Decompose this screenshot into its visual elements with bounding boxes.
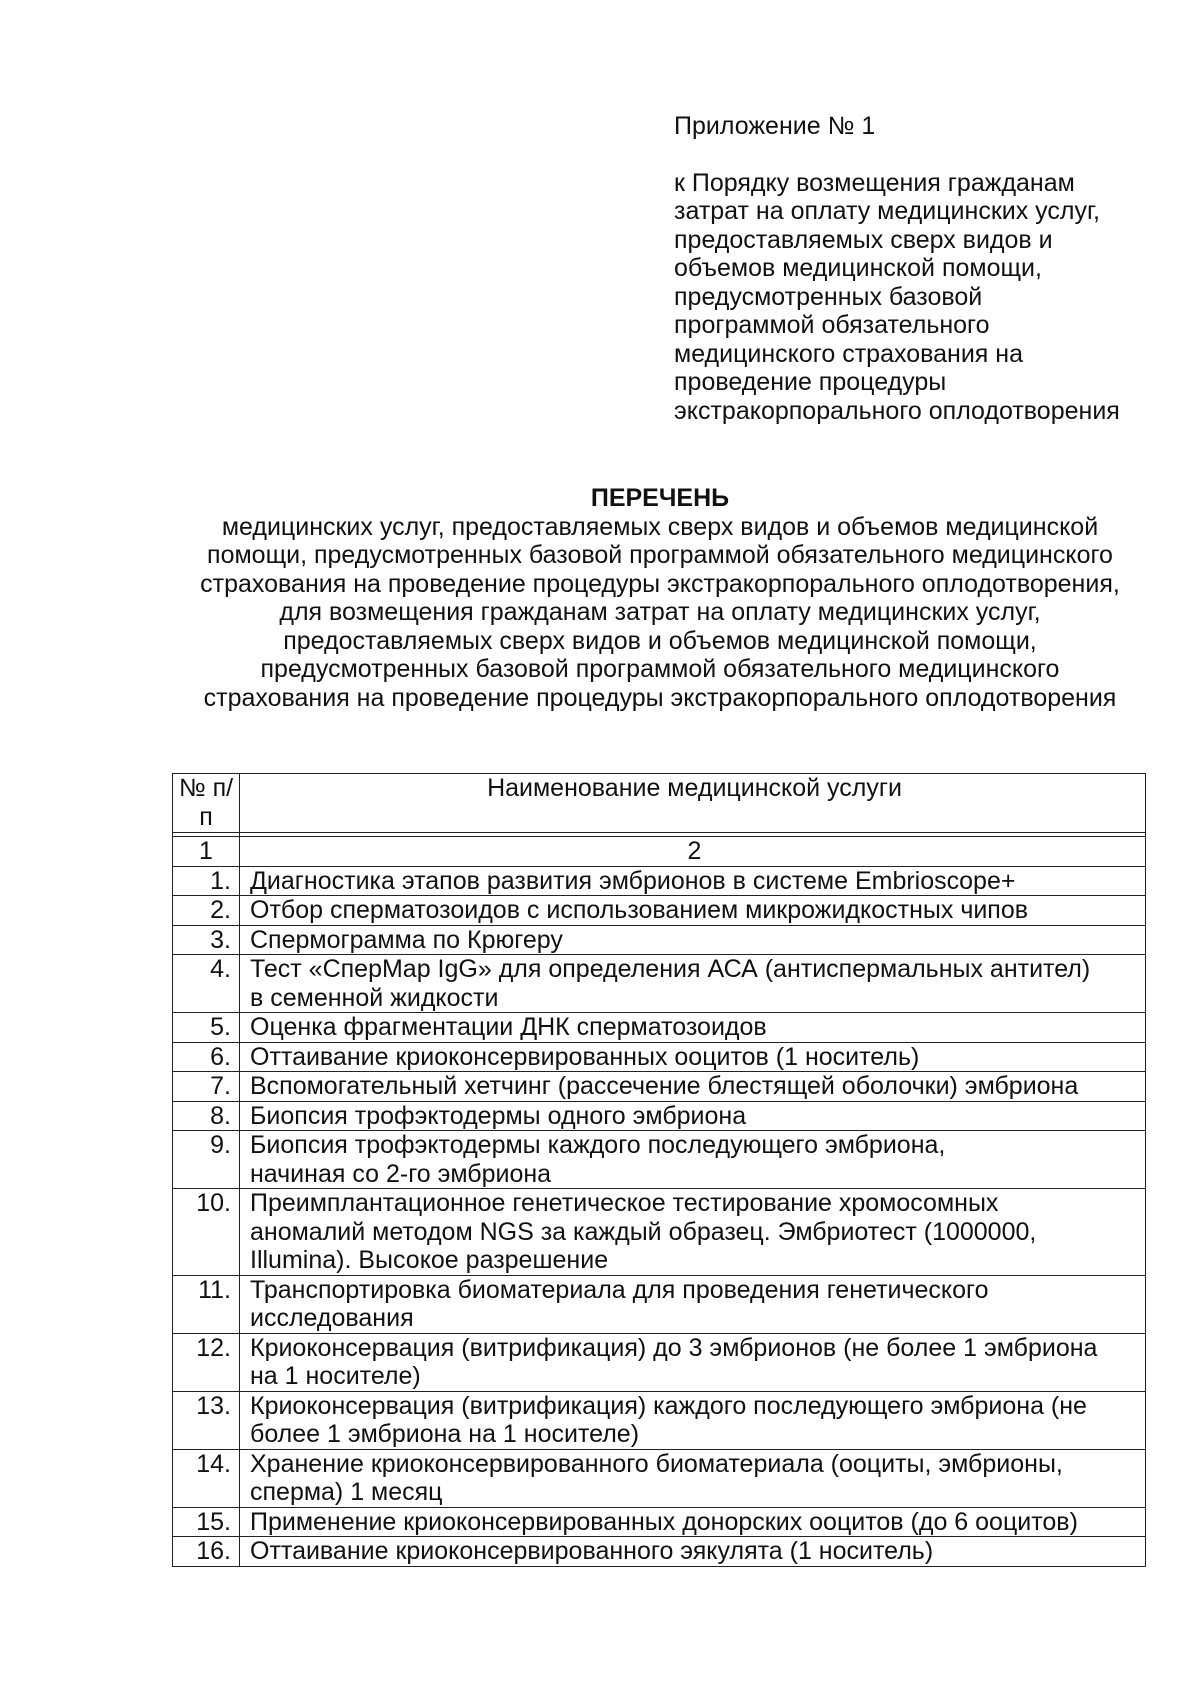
appendix-line: проведение процедуры xyxy=(674,368,947,396)
service-name-line: аномалий методом NGS за каждый образец. Эмбриотест (1000000, xyxy=(250,1217,1037,1246)
appendix-text xyxy=(674,169,1174,426)
service-name-cell xyxy=(240,1275,1146,1333)
table-row xyxy=(173,1131,1146,1189)
service-name-cell xyxy=(240,1013,1146,1043)
appendix-line: объемов медицинской помощи, xyxy=(674,254,1042,282)
column-index-cell: 2 xyxy=(240,837,1146,867)
services-table xyxy=(172,773,1146,1567)
service-name-line: в семенной жидкости xyxy=(250,983,499,1012)
header-name-cell: Наименование медицинской услуги xyxy=(240,774,1146,833)
row-number-cell: 6. xyxy=(173,1042,240,1072)
row-number-cell: 14. xyxy=(173,1449,240,1507)
service-name-line: Оценка фрагментации ДНК сперматозоидов xyxy=(250,1013,767,1041)
table-header-row xyxy=(173,774,1146,833)
row-number-cell: 15. xyxy=(173,1507,240,1537)
row-number-cell: 16. xyxy=(173,1537,240,1567)
service-name-line: Транспортировка биоматериала для проведения генетического xyxy=(250,1275,989,1304)
service-name-cell xyxy=(240,1042,1146,1072)
table-row xyxy=(173,1042,1146,1072)
service-name-line: Отбор сперматозоидов с использованием микрожидкостных чипов xyxy=(250,896,1029,924)
table-row xyxy=(173,896,1146,926)
row-number-cell: 11. xyxy=(173,1275,240,1333)
service-name-line: Хранение криоконсервированного биоматериала (ооциты, эмбрионы, xyxy=(250,1449,1063,1478)
row-number-cell: 5. xyxy=(173,1013,240,1043)
appendix-line: предусмотренных базовой xyxy=(674,282,983,311)
service-name-cell xyxy=(240,955,1146,1013)
service-name-line: Биопсия трофэктодермы каждого последующего эмбриона, xyxy=(250,1131,946,1159)
appendix-number: Приложение № 1 xyxy=(674,112,876,140)
heading-line: медицинских услуг, предоставляемых сверх видов и объемов медицинской xyxy=(221,512,1099,541)
service-name-line: начиная со 2-го эмбриона xyxy=(250,1159,552,1188)
table-row xyxy=(173,1275,1146,1333)
table-row xyxy=(173,1391,1146,1449)
service-name-line: Оттаивание криоконсервированного эякулята (1 носитель) xyxy=(250,1537,934,1565)
service-name-cell xyxy=(240,1189,1146,1276)
appendix-line: предоставляемых сверх видов и xyxy=(674,225,1053,254)
table-row xyxy=(173,1013,1146,1043)
service-name-cell xyxy=(240,1449,1146,1507)
table-row xyxy=(173,866,1146,896)
service-name-cell xyxy=(240,1391,1146,1449)
service-name-cell xyxy=(240,866,1146,896)
appendix-line: программой обязательного xyxy=(674,311,990,339)
heading-line: помощи, предусмотренных базовой программой обязательного медицинского xyxy=(207,541,1113,569)
column-index-cell: 1 xyxy=(173,837,240,867)
table-row xyxy=(173,1189,1146,1276)
table-row xyxy=(173,1449,1146,1507)
service-name-cell xyxy=(240,1072,1146,1102)
appendix-line: экстракорпорального оплодотворения xyxy=(674,396,1120,425)
service-name-cell xyxy=(240,1333,1146,1391)
service-name-line: Диагностика этапов развития эмбрионов в системе Embrioscope+ xyxy=(250,866,1016,895)
service-name-line: Применение криоконсервированных донорских ооцитов (до 6 ооцитов) xyxy=(250,1507,1078,1536)
row-number-cell: 3. xyxy=(173,925,240,955)
document-heading xyxy=(140,484,1180,712)
heading-line: предусмотренных базовой программой обязательного медицинского xyxy=(260,655,1060,683)
service-name-line: Криоконсервация (витрификация) до 3 эмбрионов (не более 1 эмбриона xyxy=(250,1333,1098,1362)
appendix-line: к Порядку возмещения гражданам xyxy=(674,168,1075,197)
table-row xyxy=(173,1101,1146,1131)
table-row xyxy=(173,1072,1146,1102)
document-title: ПЕРЕЧЕНЬ xyxy=(590,484,730,512)
row-number-cell: 2. xyxy=(173,896,240,926)
row-number-cell: 13. xyxy=(173,1391,240,1449)
row-number-cell: 1. xyxy=(173,866,240,896)
table-row xyxy=(173,1537,1146,1567)
service-name-line: более 1 эмбриона на 1 носителе) xyxy=(250,1420,640,1448)
service-name-line: Вспомогательный хетчинг (рассечение блестящей оболочки) эмбриона xyxy=(250,1072,1079,1100)
row-number-cell: 4. xyxy=(173,955,240,1013)
header-num-cell: № п/п xyxy=(173,774,240,833)
row-number-cell: 9. xyxy=(173,1131,240,1189)
service-name-line: Преимплантационное генетическое тестирование хромосомных xyxy=(250,1189,999,1217)
appendix-line: медицинского страхования на xyxy=(674,339,1023,368)
service-name-line: Illumina). Высокое разрешение xyxy=(250,1246,609,1274)
column-index-row xyxy=(173,837,1146,867)
service-name-line: Криоконсервация (витрификация) каждого последующего эмбриона (не xyxy=(250,1391,1087,1420)
table-row xyxy=(173,955,1146,1013)
heading-line: для возмещения гражданам затрат на оплату медицинских услуг, xyxy=(279,598,1041,626)
service-name-line: на 1 носителе) xyxy=(250,1362,421,1390)
service-name-cell xyxy=(240,896,1146,926)
table-row xyxy=(173,925,1146,955)
table-row xyxy=(173,1507,1146,1537)
service-name-line: Биопсия трофэктодермы одного эмбриона xyxy=(250,1101,747,1130)
table-row xyxy=(173,1333,1146,1391)
heading-line: предоставляемых сверх видов и объемов медицинской помощи, xyxy=(283,626,1037,655)
row-number-cell: 10. xyxy=(173,1189,240,1276)
service-name-line: сперма) 1 месяц xyxy=(250,1478,443,1506)
heading-line: страхования на проведение процедуры экстракорпорального оплодотворения, xyxy=(200,569,1120,598)
service-name-line: Спермограмма по Крюгеру xyxy=(250,925,563,954)
service-name-cell xyxy=(240,1101,1146,1131)
heading-line: страхования на проведение процедуры экстракорпорального оплодотворения xyxy=(203,683,1117,712)
row-number-cell: 12. xyxy=(173,1333,240,1391)
service-name-cell xyxy=(240,1507,1146,1537)
appendix-line: затрат на оплату медицинских услуг, xyxy=(674,197,1100,225)
row-number-cell: 8. xyxy=(173,1101,240,1131)
service-name-line: Оттаивание криоконсервированных ооцитов (1 носитель) xyxy=(250,1042,920,1071)
appendix-block xyxy=(674,112,1174,425)
row-number-cell: 7. xyxy=(173,1072,240,1102)
service-name-cell xyxy=(240,925,1146,955)
service-name-line: Тест «СперMap IgG» для определения АСА (антиспермальных антител) xyxy=(250,955,1091,983)
service-name-line: исследования xyxy=(250,1304,414,1332)
service-name-cell xyxy=(240,1537,1146,1567)
service-name-cell xyxy=(240,1131,1146,1189)
